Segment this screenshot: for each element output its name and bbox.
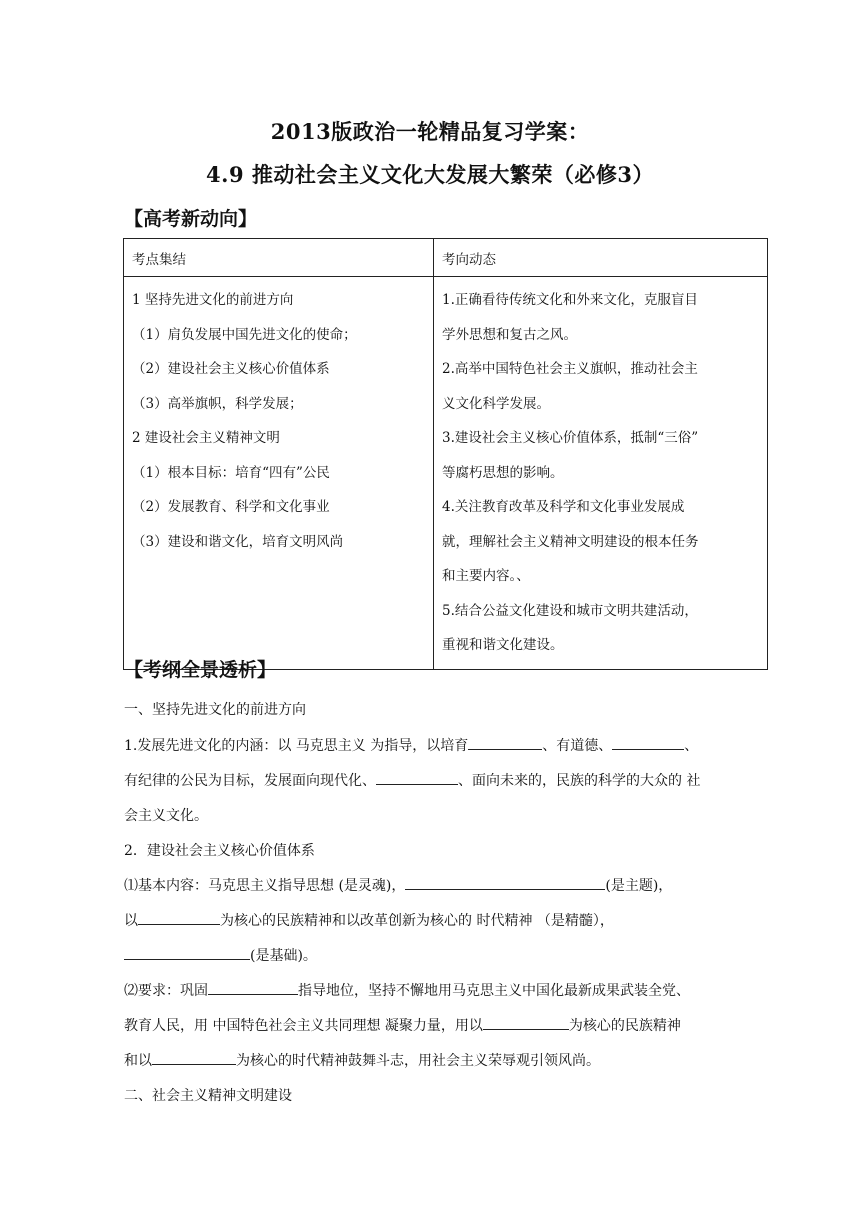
text-run: 为核心的时代精神鼓舞斗志，用社会主义荣辱观引领风尚。	[236, 1053, 600, 1069]
list-item: 和主要内容。、	[442, 568, 530, 584]
fill-blank[interactable]	[612, 735, 684, 750]
text-run: 为核心的民族精神	[568, 1018, 681, 1034]
paragraph-line: 会主义文化。	[124, 808, 208, 824]
subheading: 二、社会主义精神文明建设	[124, 1088, 292, 1104]
list-item: 2 建设社会主义精神文明	[132, 430, 280, 446]
document-title-line1: 2013版政治一轮精品复习学案：	[270, 119, 590, 144]
list-item: 学外思想和复古之风。	[442, 326, 577, 343]
list-item: 2.高举中国特色社会主义旗帜，推动社会主	[442, 361, 698, 377]
paragraph-line	[124, 770, 700, 790]
subheading: 一、坚持先进文化的前进方向	[124, 702, 306, 718]
section-heading-syllabus: 【考纲全景透析】	[124, 659, 277, 681]
list-item: 1.正确看待传统文化和外来文化，克服盲目	[442, 292, 698, 308]
list-item: 重视和谐文化建设。	[442, 637, 564, 653]
list-item: 4.关注教育改革及科学和文化事业发展成	[442, 499, 685, 515]
text-run: 为核心的民族精神和以改革创新为核心的 时代精神 （是精髓），	[220, 913, 614, 929]
fill-blank[interactable]	[152, 1050, 236, 1065]
paragraph-line	[124, 980, 690, 1000]
list-item: 3.建设社会主义核心价值体系，抵制“三俗”	[442, 430, 699, 446]
text-run: 指导地位，坚持不懈地用马克思主义中国化最新成果武装全党、	[298, 983, 690, 999]
fill-blank[interactable]	[124, 945, 250, 960]
exam-trends-cell	[434, 277, 768, 670]
table-row	[124, 277, 768, 670]
list-item: 5.结合公益文化建设和城市文明共建活动，	[442, 602, 698, 619]
list-item: （1）根本目标：培育“四有”公民	[132, 464, 330, 481]
fill-blank[interactable]	[483, 1015, 569, 1030]
table-header-cell: 考向动态	[434, 239, 768, 277]
list-item: （3）高举旗帜，科学发展；	[132, 395, 303, 412]
document-title-line2: 4.9 推动社会主义文化大发展大繁荣（必修3）	[206, 162, 654, 187]
list-item: （2）发展教育、科学和文化事业	[132, 499, 330, 515]
text-run: 以	[124, 913, 138, 929]
paragraph-line	[124, 945, 317, 965]
section-heading-new-trends: 【高考新动向】	[124, 208, 258, 230]
text-run: ⑴基本内容：马克思主义指导思想 (是灵魂)，	[124, 878, 406, 894]
paragraph-line	[124, 875, 672, 895]
text-run: 1.发展先进文化的内涵：以 马克思主义 为指导，以培育	[124, 738, 469, 754]
list-item: （1）肩负发展中国先进文化的使命；	[132, 326, 357, 343]
list-item: 等腐朽思想的影响。	[442, 464, 564, 481]
text-run: 、有道德、	[542, 738, 613, 754]
table-header-row	[124, 239, 768, 277]
text-run: ⑵要求：巩固	[124, 983, 208, 999]
text-run: 教育人民，用 中国特色社会主义共同理想 凝聚力量，用以	[124, 1018, 483, 1034]
fill-blank[interactable]	[405, 875, 605, 890]
fill-blank[interactable]	[208, 980, 298, 995]
text-run: 和以	[124, 1053, 152, 1069]
text-run: (是主题)，	[605, 878, 673, 894]
exam-points-cell	[124, 277, 434, 670]
list-item: （3）建设和谐文化，培育文明风尚	[132, 533, 344, 550]
list-item: 义文化科学发展。	[442, 395, 550, 412]
fill-blank[interactable]	[376, 770, 458, 785]
paragraph-line	[124, 910, 614, 930]
text-run: (是基础)。	[250, 948, 317, 964]
fill-blank[interactable]	[138, 910, 220, 925]
list-item: 就，理解社会主义精神文明建设的根本任务	[442, 533, 699, 550]
fill-blank[interactable]	[468, 735, 542, 750]
exam-points-table	[123, 238, 768, 670]
list-item: 1 坚持先进文化的前进方向	[132, 292, 294, 308]
subheading: 2．建设社会主义核心价值体系	[124, 843, 315, 859]
paragraph-line	[124, 1050, 600, 1070]
text-run: 、	[684, 738, 699, 754]
list-item: （2）建设社会主义核心价值体系	[132, 361, 330, 377]
text-run: 有纪律的公民为目标，发展面向现代化、	[124, 773, 376, 789]
text-run: 、面向未来的，民族的科学的大众的 社	[458, 773, 701, 789]
table-header-cell: 考点集结	[124, 239, 434, 277]
paragraph-line	[124, 735, 698, 755]
paragraph-line	[124, 1015, 681, 1035]
